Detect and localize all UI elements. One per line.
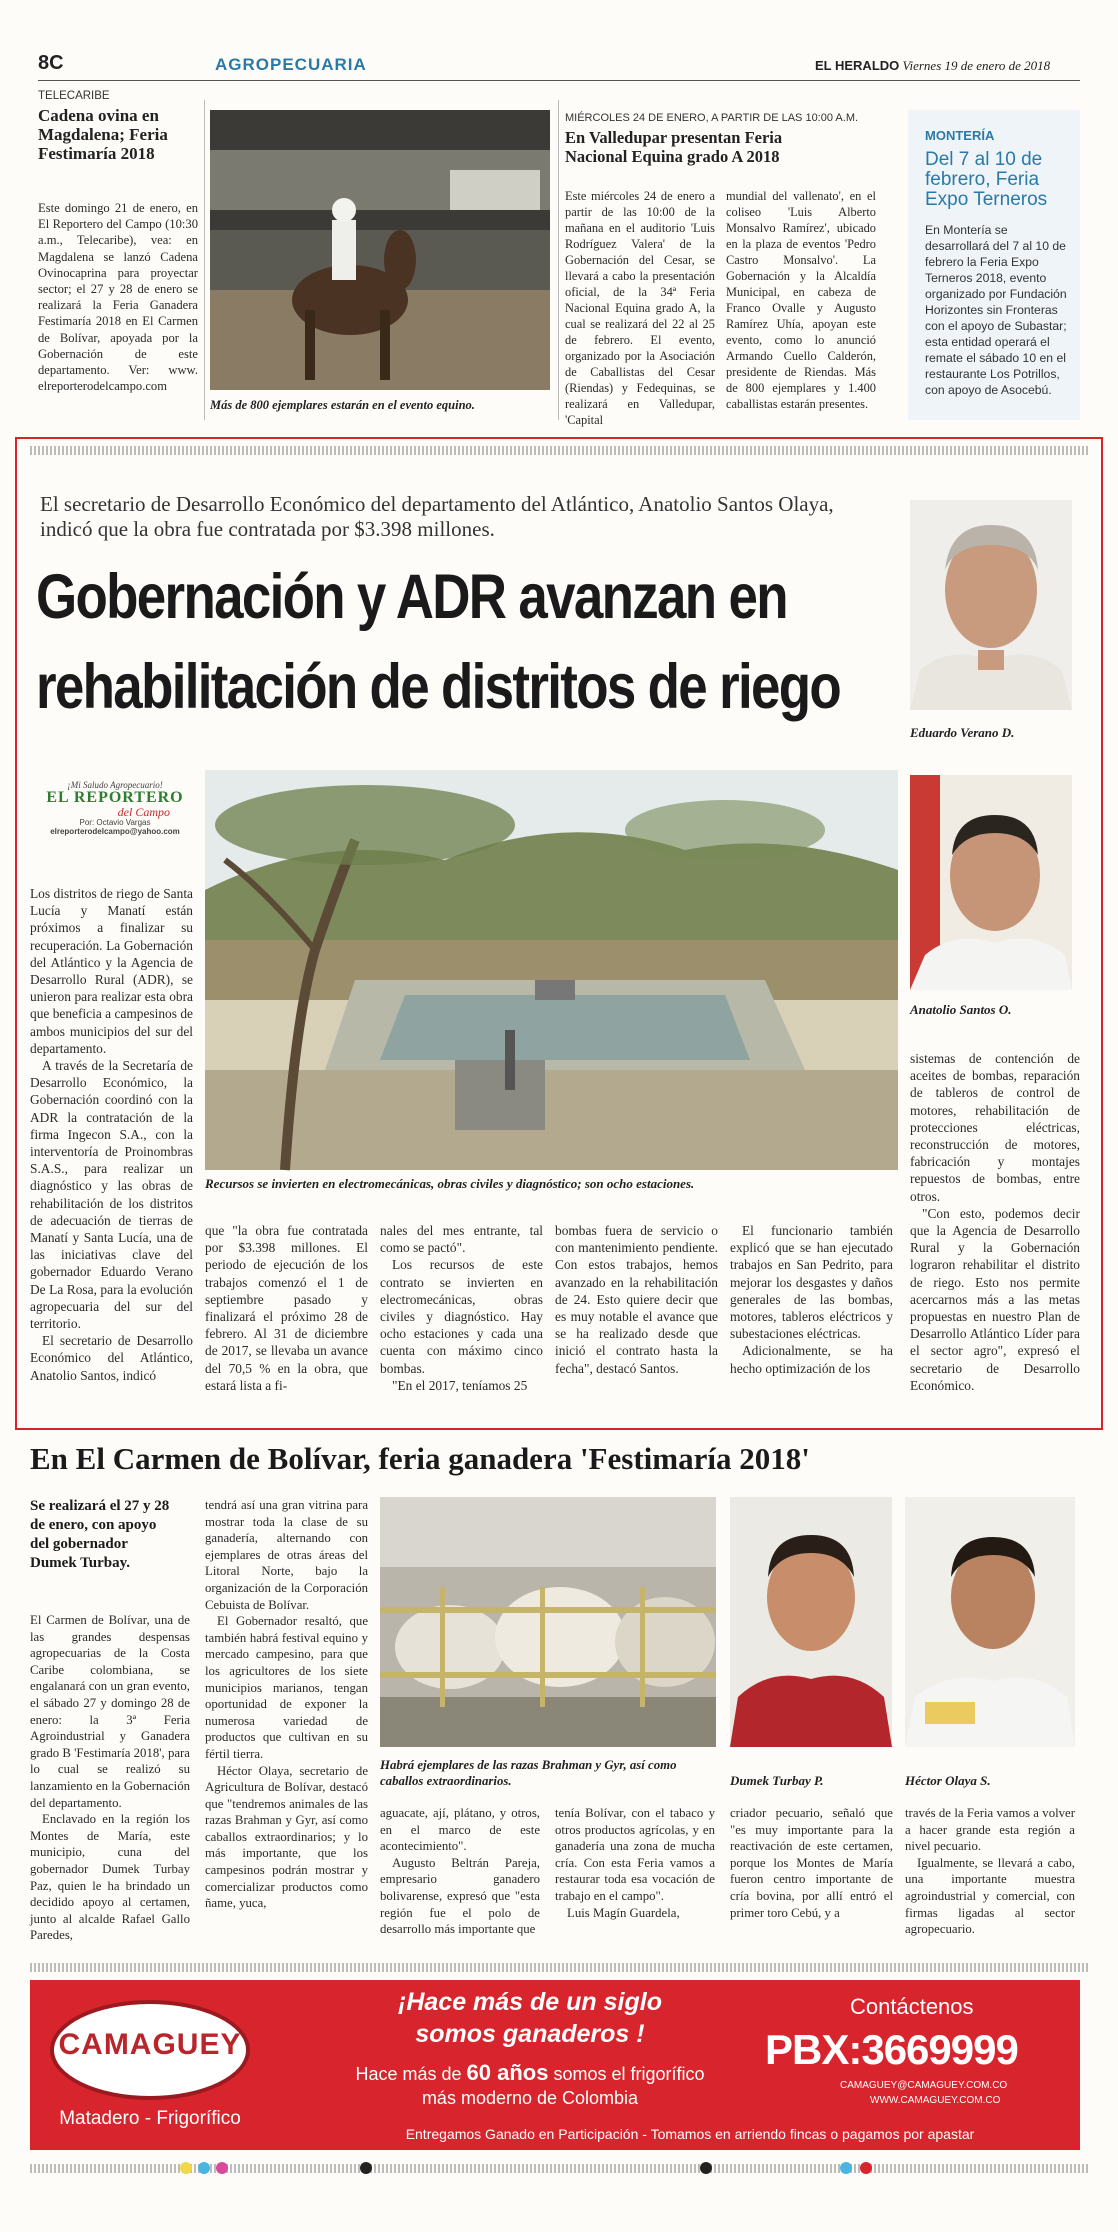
masthead (815, 58, 1050, 74)
issue-date: Viernes 19 de enero de 2018 (902, 58, 1051, 73)
bottom-col5-p1: criador pecuario, señaló que "es muy importante para la reactivación de este certamen, porque los Montes de María fueron centro importante de cría bovina, por allí entró el primer toro Cebú, y a (730, 1806, 893, 1920)
main-left-p2: A través de la Secretaría de Desarrollo Económico, la Gobernación coordinó con la ADR la contratación de la firma Ingecon S.A., con la interventoría de Proinombras S.A.S., para realizar un diagnóstico y las obras de rehabilitación de los distritos de adecuación de tierras de Manatí y Santa Lucía, una de las iniciativas clave del gobernador Eduardo Verano De La Rosa, para la evolución agropecuaria del sur del territorio. (30, 1058, 193, 1332)
main-col-right (910, 1050, 1080, 1415)
top-center-col1: Este miércoles 24 de enero a partir de las 10:00 de la mañana en el auditorio 'Luis Rodríguez Valera' de la Gobernación del Cesar, se llevará a cabo la presentación oficial, de la 34ª Feria Nacional Equina grado A, la cual se realizará del 22 al 25 de febrero. El evento, organizado por la Asociación de Caballistas del Cesar (Riendas) y Fedequinas, se realizará en Valledupar, 'Capital (565, 189, 715, 427)
reg-dot-black (360, 2162, 372, 2174)
main-b3-p1: bombas fuera de servicio o con mantenimiento pendiente. Con estos trabajos, hemos avanzado en la rehabilitación de 24. Esto quiere decir que es muy notable el avance que se ha realizado desde que inició el contrato hasta la fecha", destacó Santos. (555, 1223, 718, 1376)
main-b2-p3: "En el 2017, teníamos 25 (392, 1377, 528, 1393)
ad-line-a-end: somos el frigorífico (553, 2064, 705, 2084)
bottom-portrait2-caption: Héctor Olaya S. (905, 1773, 991, 1788)
main-deck: El secretario de Desarrollo Económico del departamento del Atlántico, Anatolio Santos Olaya, indicó que la obra fue contratada por $3.398 millones. (40, 492, 834, 541)
logo-line-2: del Campo (117, 805, 170, 819)
bottom-col6-p2: Igualmente, se llevará a cabo, una importante muestra agroindustrial y comercial, con firmas ligadas al sector agropecuario. (905, 1855, 1075, 1937)
reportero-logo (40, 780, 190, 845)
main-b2-p1: nales del mes entrante, tal como se pactó". (380, 1223, 543, 1256)
main-headline-line-1: Gobernación y ADR avanzan en (36, 562, 787, 632)
main-b4-p2: Adicionalmente, se ha hecho optimización de los (730, 1343, 893, 1376)
logo-byline: Por: Octavio Vargas (79, 818, 151, 827)
portrait-eduardo-verano (910, 500, 1072, 710)
bottom-col4 (555, 1805, 715, 1950)
top-divider-2 (558, 100, 559, 420)
reg-dot-cyan (198, 2162, 210, 2174)
ad-contact-label: Contáctenos (850, 1994, 974, 2019)
main-col-b1 (205, 1222, 368, 1417)
bottom-col6-p1: través de la Feria vamos a volver a hacer grande esta región a nivel pecuario. (905, 1806, 1075, 1854)
portrait-hector-olaya (905, 1497, 1075, 1747)
logo-tagline: ¡Mi Saludo Agropecuario! (67, 780, 163, 790)
main-right-p2: "Con esto, podemos decir que la Agencia de Desarrollo Rural y la Gobernación lograron rehabilitar el distrito de riego. Esto nos permite acercarnos más a las metas propuestas en nuestro Plan de Desarrollo Atlántico Líder para el sector agro", expresó el secretario de Desarrollo Económico. (910, 1205, 1080, 1393)
ad-brand: CAMAGUEY (58, 2028, 242, 2061)
top-center-kicker: MIÉRCOLES 24 DE ENERO, A PARTIR DE LAS 10:00 A.M. (565, 112, 859, 124)
bottom-headline: En El Carmen de Bolívar, feria ganadera 'Festimaría 2018' (30, 1441, 810, 1476)
bottom-col1-p1: El Carmen de Bolívar, una de las grandes despensas agropecuarias de la Costa Caribe colombiana, se engalanará con un gran evento, el sábado 27 y domingo 28 de enero: la 3ª Feria Agroindustrial y Ganadera grado B 'Festimaría 2018', para lo cual se realizó su lanzamiento en la Gobernación del departamento. (30, 1613, 190, 1810)
main-right-p1: sistemas de contención de aceites de bombas, reparación de tableros de control de motores, rehabilitación de protecciones eléctricas, reconstrucción de motores, fabricación y montajes repuestos de bombas, entre otros. (910, 1051, 1080, 1204)
bottom-col6 (905, 1805, 1075, 1950)
photo-cattle (380, 1497, 716, 1747)
bottom-col5 (730, 1805, 893, 1950)
bottom-photo-caption: Habrá ejemplares de las razas Brahman y Gyr, así como caballos extraordinarios. (380, 1758, 677, 1788)
section-title: AGROPECUARIA (215, 55, 367, 74)
main-col-b4 (730, 1222, 893, 1417)
reg-dot-cyan-2 (840, 2162, 852, 2174)
main-b1-p1: que "la obra fue contratada por $3.398 millones. El periodo de ejecución de los trabajos comenzó el 1 de septiembre pasado y finalizará el próximo 28 de febrero. Al 31 de diciembre de 2017, se llevaba un avance del 70,5 % en la obra, que estará lista a fi- (205, 1223, 368, 1393)
bottom-col4-p2: Luis Magín Guardela, (567, 1905, 680, 1920)
header-rule (38, 80, 1080, 81)
main-b2-p2: Los recursos de este contrato se invierten en electromecánicas, obras civiles y diagnóstico. Hay ocho estaciones y cada una cuenta con máximo cinco bombas. (380, 1257, 543, 1376)
main-headline-line-2: rehabilitación de distritos de riego (36, 652, 841, 722)
ad-email: CAMAGUEY@CAMAGUEY.COM.CO (840, 2080, 1008, 2091)
bottom-col4-p1: tenía Bolívar, con el tabaco y otros productos agrícolas, y en ganadería una zona de mucha cría. Con esta Feria vamos a restaurar toda esa vocación de trabajo en el campo". (555, 1806, 715, 1903)
top-center-title: En Valledupar presentan Feria Nacional Equina grado A 2018 (565, 128, 783, 166)
top-right-kicker: MONTERÍA (925, 128, 995, 143)
paper-name: EL HERALDO (815, 58, 900, 73)
bottom-col1 (30, 1612, 190, 1947)
portrait1-caption: Eduardo Verano D. (910, 725, 1015, 740)
ad-line-b: más moderno de Colombia (421, 2088, 639, 2108)
bottom-col3-p1: aguacate, ají, plátano, y otros, en el marco de este acontecimiento". (380, 1806, 540, 1854)
ad-brand-sub: Matadero - Frigorífico (59, 2108, 241, 2129)
ad-slogan-1: ¡Hace más de un siglo (398, 1988, 662, 2016)
top-photo-caption: Más de 800 ejemplares estarán en el evento equino. (210, 398, 475, 412)
main-col-left (30, 885, 193, 1415)
ad-slogan-2: somos ganaderos ! (415, 2020, 645, 2048)
bottom-col2-p3: Héctor Olaya, secretario de Agricultura de Bolívar, destacó que "tendremos animales de las razas Brahman y Gyr, así como caballos extraordinarios; y lo más importante, que los campesinos podrán mostrar y comercializar productos como ñame, yuca, (205, 1763, 368, 1911)
top-divider-1 (204, 100, 205, 420)
top-right-title: Del 7 al 10 de febrero, Feria Expo Terneros (925, 149, 1048, 210)
page-number: 8C (38, 52, 64, 74)
ad-web: WWW.CAMAGUEY.COM.CO (870, 2095, 1001, 2106)
ad-line-a (280, 2060, 780, 2086)
dot-band-ad (30, 1963, 1090, 1972)
bottom-subhead: Se realizará el 27 y 28 de enero, con apoyo del gobernador Dumek Turbay. (30, 1498, 170, 1571)
main-col-b2 (380, 1222, 543, 1417)
portrait-anatolio-santos (910, 775, 1072, 990)
bottom-col3 (380, 1805, 540, 1950)
bottom-portrait1-caption: Dumek Turbay P. (730, 1773, 824, 1788)
main-left-p3: El secretario de Desarrollo Económico del Atlántico, Anatolio Santos, indicó (30, 1333, 193, 1383)
main-col-b3 (555, 1222, 718, 1417)
portrait2-caption: Anatolio Santos O. (910, 1002, 1012, 1017)
main-left-p1: Los distritos de riego de Santa Lucía y Manatí están próximos a finalizar su recuperación. La Gobernación del Atlántico y la Agencia de Desarrollo Rural (ADR), se unieron para realizar esta obra que beneficia a campesinos de ambos municipios del sur del departamento. (30, 886, 193, 1056)
logo-email: elreporterodelcampo@yahoo.com (50, 827, 180, 836)
main-photo-caption: Recursos se invierten en electromecánicas, obras civiles y diagnóstico; son ocho estaciones. (205, 1176, 695, 1191)
reg-dot-yellow (180, 2162, 192, 2174)
bottom-col2-p2: El Gobernador resaltó, que también habrá festival equino y mercado campesino, para que los agricultores de los siete municipios marianos, tengan oportunidad de exponer la numerosa variedad de productos que cultivan en su fértil tierra. (205, 1614, 368, 1761)
camaguey-ad (30, 1980, 1080, 2150)
registration-marks (180, 2162, 920, 2176)
top-left-kicker: TELECARIBE (38, 90, 110, 102)
bottom-col3-p2: Augusto Beltrán Pareja, empresario ganadero bolivarense, expresó que "esta región fue el polo de desarrollo más importante que (380, 1855, 540, 1937)
top-right-body: En Montería se desarrollará del 7 al 10 de febrero la Feria Expo Terneros 2018, evento organizado por Fundación Horizontes sin Fronteras con el apoyo de Subastar; esta entidad operará el remate el sábado 10 en el restaurante Los Potrillos, con apoyo de Asocebú. (925, 223, 1067, 397)
logo-line-1: EL REPORTERO (46, 789, 184, 806)
ad-line-a-num: 60 años (466, 2060, 549, 2085)
bottom-col2 (205, 1497, 368, 1947)
ad-footer: Entregamos Ganado en Participación - Tomamos en arriendo fincas o pagamos por apastar (405, 2126, 975, 2142)
top-left-title: Cadena ovina en Magdalena; Feria Festimaría 2018 (38, 106, 168, 163)
reg-dot-magenta (216, 2162, 228, 2174)
top-left-body: Este domingo 21 de enero, en El Reportero del Campo (10:30 a.m., Telecaribe), vea: en Magdalena se lanzó Cadena Ovinocaprina para proyectar sector; el 27 y 28 de enero se realizará la Feria Ganadera Festimaría 2018 en El Carmen de Bolívar, apoyada por la Gobernación de este departamento. Ver: www. elreporterodelcampo.com (38, 201, 198, 394)
reg-dot-red (860, 2162, 872, 2174)
bottom-col2-p1: tendrá así una gran vitrina para mostrar toda la clase de su ganadería, alternando con ejemplares de otras áreas del Litoral Norte, bajo la organización de la Corporación Cebuista de Bolívar. (205, 1498, 368, 1612)
photo-irrigation-canal (205, 770, 898, 1170)
dot-band-top (30, 446, 1090, 455)
portrait-dumek-turbay (730, 1497, 892, 1747)
photo-equine (210, 110, 550, 390)
ad-line-a-start: Hace más de (355, 2064, 462, 2084)
bottom-col1-p2: Enclavado en la región los Montes de María, este municipio, cuna del gobernador Dumek Turbay Paz, quien le ha brindado un decidido apoyo al certamen, junto al alcalde Rafael Gallo Paredes, (30, 1812, 190, 1943)
reg-dot-black-2 (700, 2162, 712, 2174)
top-center-col2: mundial del vallenato', en el coliseo 'Luis Alberto Monsalvo Ramírez', ubicado en la plaza de eventos 'Pedro Castro Monsalvo'. La Gobernación y la Alcaldía Municipal, en cabeza de Franco Ovalle y Augusto Ramírez Uhía, apoyan este evento, como lo anunció Armando Cuello Calderón, presidente de Riendas. Más de 800 ejemplares y 1.400 caballistas estarán presentes. (726, 189, 876, 411)
main-b4-p1: El funcionario también explicó que se han ejecutado trabajos en San Pedrito, para mejorar los desgastes y daños generales de las bombas, motores, tableros eléctricos y subestaciones eléctricas. (730, 1223, 893, 1342)
ad-pbx: PBX:3669999 (765, 2026, 1018, 2073)
